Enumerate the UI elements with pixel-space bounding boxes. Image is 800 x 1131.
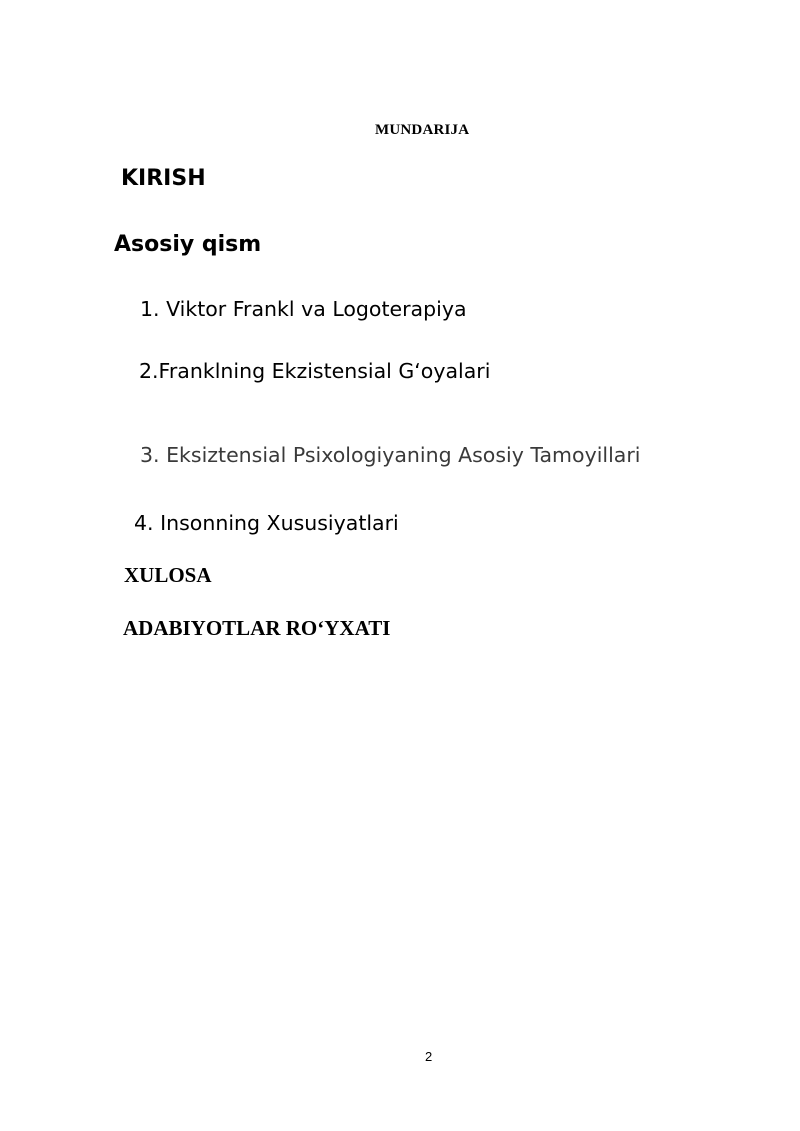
- toc-title: MUNDARIJA: [375, 122, 470, 138]
- toc-entry-introduction: KIRISH: [121, 166, 206, 191]
- toc-item-3: 3. Eksiztensial Psixologiyaning Asosiy Tamoyillari: [140, 443, 641, 467]
- toc-entry-main-part: Asosiy qism: [114, 232, 262, 257]
- toc-entry-references: ADABIYOTLAR RO‘YXATI: [123, 616, 391, 640]
- page-number: 2: [425, 1049, 433, 1064]
- toc-entry-conclusion: XULOSA: [124, 563, 212, 587]
- toc-item-1: 1. Viktor Frankl va Logoterapiya: [140, 297, 467, 321]
- toc-item-4: 4. Insonning Xususiyatlari: [134, 511, 399, 535]
- toc-item-2: 2.Franklning Ekzistensial G‘oyalari: [139, 359, 491, 383]
